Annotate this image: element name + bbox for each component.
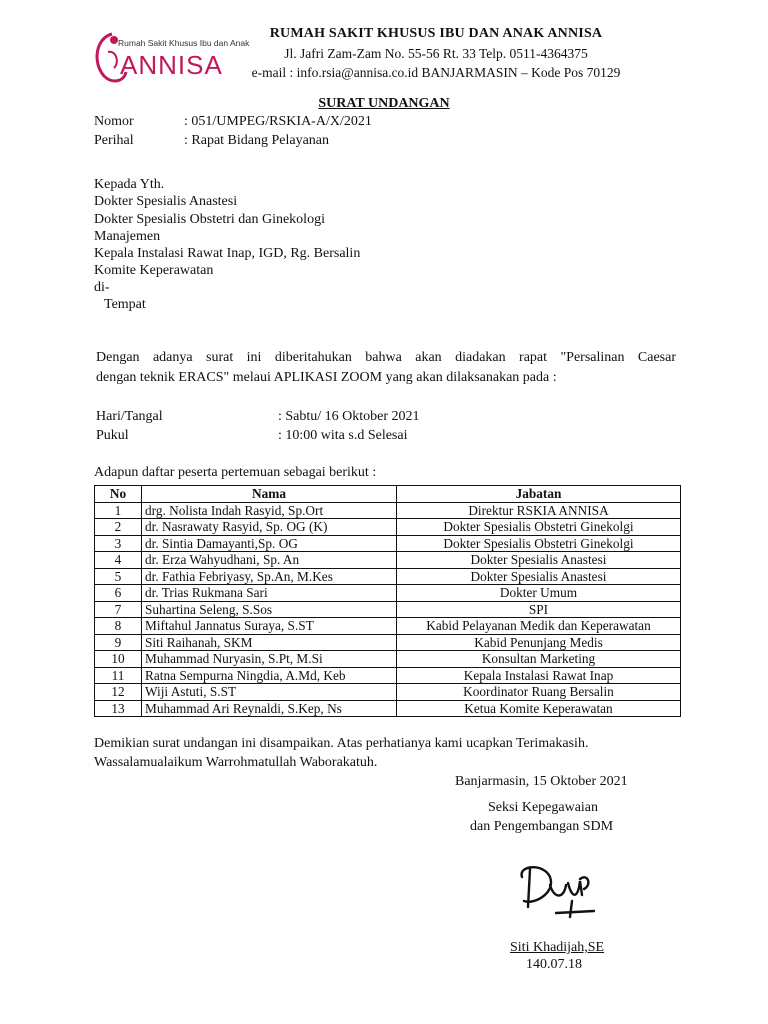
participants-intro: Adapun daftar peserta pertemuan sebagai berikut : bbox=[94, 465, 377, 480]
signature-place-date: Banjarmasin, 15 Oktober 2021 bbox=[455, 774, 628, 789]
row-position: Kabid Penunjang Medis bbox=[397, 634, 681, 651]
perihal-label: Perihal bbox=[94, 133, 134, 148]
recipient-line: Komite Keperawatan bbox=[94, 263, 214, 278]
row-name: dr. Sintia Damayanti,Sp. OG bbox=[142, 535, 397, 552]
row-position: Ketua Komite Keperawatan bbox=[397, 700, 681, 717]
row-name: Muhammad Ari Reynaldi, S.Kep, Ns bbox=[142, 700, 397, 717]
table-row bbox=[95, 700, 681, 717]
table-row bbox=[95, 502, 681, 519]
body-line-1: Dengan adanya surat ini diberitahukan bahwa akan diadakan rapat "Persalinan Caesar bbox=[96, 350, 676, 365]
row-name: drg. Nolista Indah Rasyid, Sp.Ort bbox=[142, 502, 397, 519]
row-position: Koordinator Ruang Bersalin bbox=[397, 684, 681, 701]
row-name: Suhartina Seleng, S.Sos bbox=[142, 601, 397, 618]
closing-line-1: Demikian surat undangan ini disampaikan. Atas perhatianya kami ucapkan Terimakasih. bbox=[94, 736, 589, 751]
table-row bbox=[95, 684, 681, 701]
table-row bbox=[95, 651, 681, 668]
table-row bbox=[95, 667, 681, 684]
signature-office-2: dan Pengembangan SDM bbox=[470, 819, 614, 834]
row-position: Kepala Instalasi Rawat Inap bbox=[397, 667, 681, 684]
recipient-line: Kepala Instalasi Rawat Inap, IGD, Rg. Bersalin bbox=[94, 246, 361, 261]
row-no: 11 bbox=[95, 667, 142, 684]
table-header-row bbox=[95, 486, 681, 503]
row-position: Dokter Spesialis Anastesi bbox=[397, 552, 681, 569]
perihal-value: : Rapat Bidang Pelayanan bbox=[184, 133, 330, 148]
nomor-value: : 051/UMPEG/RSKIA-A/X/2021 bbox=[184, 114, 372, 129]
row-position: Dokter Spesialis Obstetri Ginekolgi bbox=[397, 535, 681, 552]
time-label: Pukul bbox=[96, 428, 129, 443]
row-no: 4 bbox=[95, 552, 142, 569]
recipient-place: Tempat bbox=[104, 297, 146, 312]
header-jabatan: Jabatan bbox=[397, 486, 681, 503]
row-name: dr. Fathia Febriyasy, Sp.An, M.Kes bbox=[142, 568, 397, 585]
row-name: dr. Erza Wahyudhani, Sp. An bbox=[142, 552, 397, 569]
hospital-address: Jl. Jafri Zam-Zam No. 55-56 Rt. 33 Telp. 0511-4364375 bbox=[284, 46, 588, 61]
participants-table bbox=[94, 485, 681, 717]
header-no: No bbox=[95, 486, 142, 503]
body-paragraph bbox=[96, 348, 676, 388]
row-name: Wiji Astuti, S.ST bbox=[142, 684, 397, 701]
row-no: 8 bbox=[95, 618, 142, 635]
body-line-2: dengan teknik ERACS" melaui APLIKASI ZOOM yang akan dilaksanakan pada : bbox=[96, 370, 557, 385]
logo-mark-icon bbox=[90, 22, 250, 94]
row-no: 1 bbox=[95, 502, 142, 519]
table-row bbox=[95, 552, 681, 569]
day-label: Hari/Tangal bbox=[96, 409, 163, 424]
table-row bbox=[95, 618, 681, 635]
row-position: Dokter Spesialis Anastesi bbox=[397, 568, 681, 585]
table-row bbox=[95, 519, 681, 536]
row-position: SPI bbox=[397, 601, 681, 618]
closing-line-2: Wassalamualaikum Warrohmatullah Waborakatuh. bbox=[94, 755, 378, 770]
row-name: Miftahul Jannatus Suraya, S.ST bbox=[142, 618, 397, 635]
row-no: 2 bbox=[95, 519, 142, 536]
letter-title: SURAT UNDANGAN bbox=[318, 96, 450, 111]
table-row bbox=[95, 568, 681, 585]
hospital-email: e-mail : info.rsia@annisa.co.id BANJARMASIN – Kode Pos 70129 bbox=[251, 65, 621, 80]
row-position: Dokter Umum bbox=[397, 585, 681, 602]
recipient-line: di- bbox=[94, 280, 110, 295]
day-value: : Sabtu/ 16 Oktober 2021 bbox=[278, 409, 420, 424]
time-value: : 10:00 wita s.d Selesai bbox=[278, 428, 408, 443]
logo-small-text: Rumah Sakit Khusus Ibu dan Anak bbox=[118, 38, 250, 48]
row-name: dr. Nasrawaty Rasyid, Sp. OG (K) bbox=[142, 519, 397, 536]
recipient-line: Dokter Spesialis Anastesi bbox=[94, 194, 238, 209]
handwritten-signature-icon bbox=[510, 855, 600, 935]
header-nama: Nama bbox=[142, 486, 397, 503]
recipient-line: Dokter Spesialis Obstetri dan Ginekologi bbox=[94, 212, 325, 227]
table-row bbox=[95, 535, 681, 552]
row-no: 3 bbox=[95, 535, 142, 552]
row-no: 9 bbox=[95, 634, 142, 651]
recipient-line: Manajemen bbox=[94, 229, 161, 244]
logo-text: ANNISA bbox=[120, 50, 223, 80]
recipient-greeting: Kepada Yth. bbox=[94, 177, 165, 192]
signatory-name: Siti Khadijah,SE bbox=[510, 940, 605, 955]
row-no: 6 bbox=[95, 585, 142, 602]
table-row bbox=[95, 634, 681, 651]
signatory-nip: 140.07.18 bbox=[526, 957, 582, 972]
signature-office-1: Seksi Kepegawaian bbox=[488, 800, 599, 815]
row-no: 12 bbox=[95, 684, 142, 701]
row-name: Siti Raihanah, SKM bbox=[142, 634, 397, 651]
row-name: dr. Trias Rukmana Sari bbox=[142, 585, 397, 602]
row-name: Ratna Sempurna Ningdia, A.Md, Keb bbox=[142, 667, 397, 684]
row-no: 7 bbox=[95, 601, 142, 618]
table-row bbox=[95, 585, 681, 602]
row-position: Konsultan Marketing bbox=[397, 651, 681, 668]
hospital-logo bbox=[90, 22, 250, 94]
row-position: Dokter Spesialis Obstetri Ginekolgi bbox=[397, 519, 681, 536]
row-no: 5 bbox=[95, 568, 142, 585]
hospital-name: RUMAH SAKIT KHUSUS IBU DAN ANAK ANNISA bbox=[269, 26, 603, 41]
table-row bbox=[95, 601, 681, 618]
nomor-label: Nomor bbox=[94, 114, 134, 129]
row-position: Direktur RSKIA ANNISA bbox=[397, 502, 681, 519]
row-no: 13 bbox=[95, 700, 142, 717]
row-position: Kabid Pelayanan Medik dan Keperawatan bbox=[397, 618, 681, 635]
row-no: 10 bbox=[95, 651, 142, 668]
row-name: Muhammad Nuryasin, S.Pt, M.Si bbox=[142, 651, 397, 668]
